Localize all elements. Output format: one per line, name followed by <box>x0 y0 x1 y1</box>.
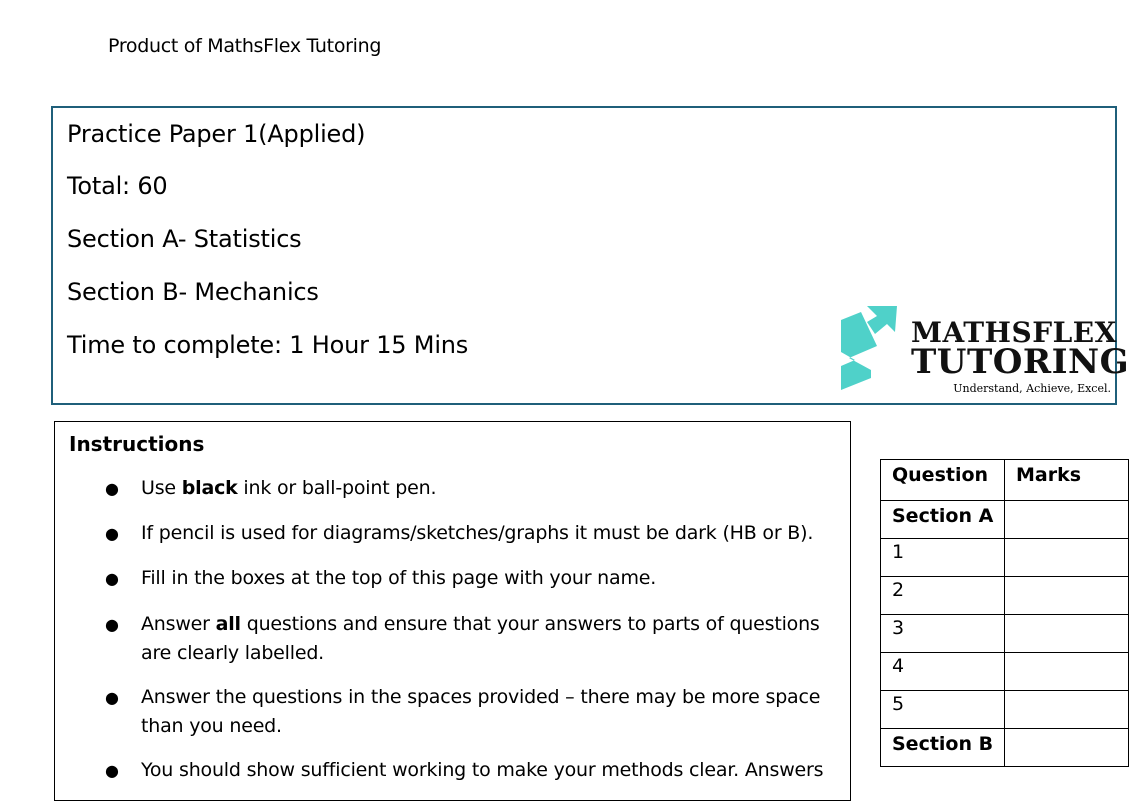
bullet-icon: ● <box>105 569 119 588</box>
paper-info-box <box>51 106 1130 405</box>
paper-section-b: Section B- Mechanics <box>67 278 319 306</box>
table-row <box>881 577 1129 615</box>
row-label: 5 <box>881 691 1005 729</box>
table-header-row <box>881 460 1129 501</box>
logo-tagline: Understand, Achieve, Excel. <box>953 382 1111 395</box>
table-row <box>881 615 1129 653</box>
instruction-item: ● Use black ink or ball-point pen. <box>141 474 841 503</box>
table-row <box>881 539 1129 577</box>
paper-title: Practice Paper 1(Applied) <box>67 120 366 148</box>
instruction-item: ● You should show sufficient working to make your methods clear. Answers <box>141 756 841 785</box>
mathsflex-logo <box>841 306 1130 395</box>
marks-cell[interactable] <box>1005 691 1129 729</box>
logo-line2: TUTORING <box>911 342 1130 382</box>
logo-mark-icon <box>841 306 901 392</box>
row-label: 2 <box>881 577 1005 615</box>
instruction-item: ● Answer the questions in the spaces provided – there may be more space than you need. <box>141 683 841 741</box>
instruction-item: ● If pencil is used for diagrams/sketches/graphs it must be dark (HB or B). <box>141 519 841 548</box>
question-header: Question <box>881 460 1005 501</box>
instructions-box <box>54 421 851 801</box>
marks-cell[interactable] <box>1005 729 1129 767</box>
row-label: 3 <box>881 615 1005 653</box>
marks-header: Marks <box>1005 460 1129 501</box>
marks-cell[interactable] <box>1005 615 1129 653</box>
bullet-icon: ● <box>105 761 119 780</box>
table-row <box>881 691 1129 729</box>
marks-cell[interactable] <box>1005 577 1129 615</box>
row-label: 4 <box>881 653 1005 691</box>
instructions-title: Instructions <box>69 432 205 456</box>
row-label: Section B <box>881 729 1005 767</box>
table-row <box>881 729 1129 767</box>
paper-total: Total: 60 <box>67 172 168 200</box>
bullet-icon: ● <box>105 688 119 707</box>
table-row <box>881 501 1129 539</box>
marks-cell[interactable] <box>1005 539 1129 577</box>
marks-cell[interactable] <box>1005 653 1129 691</box>
row-label: 1 <box>881 539 1005 577</box>
table-row <box>881 653 1129 691</box>
bullet-icon: ● <box>105 524 119 543</box>
bullet-icon: ● <box>105 479 119 498</box>
paper-section-a: Section A- Statistics <box>67 225 302 253</box>
row-label: Section A <box>881 501 1005 539</box>
logo-line1: MATHSFLEX <box>911 316 1117 349</box>
product-note: Product of MathsFlex Tutoring <box>108 35 382 57</box>
instruction-item: ● Fill in the boxes at the top of this page with your name. <box>141 564 841 593</box>
marks-table <box>880 459 1129 767</box>
bullet-icon: ● <box>105 615 119 634</box>
instruction-item: ● Answer all questions and ensure that your answers to parts of questions are clearly labelled. <box>141 610 841 668</box>
paper-time: Time to complete: 1 Hour 15 Mins <box>67 331 469 359</box>
marks-cell[interactable] <box>1005 501 1129 539</box>
